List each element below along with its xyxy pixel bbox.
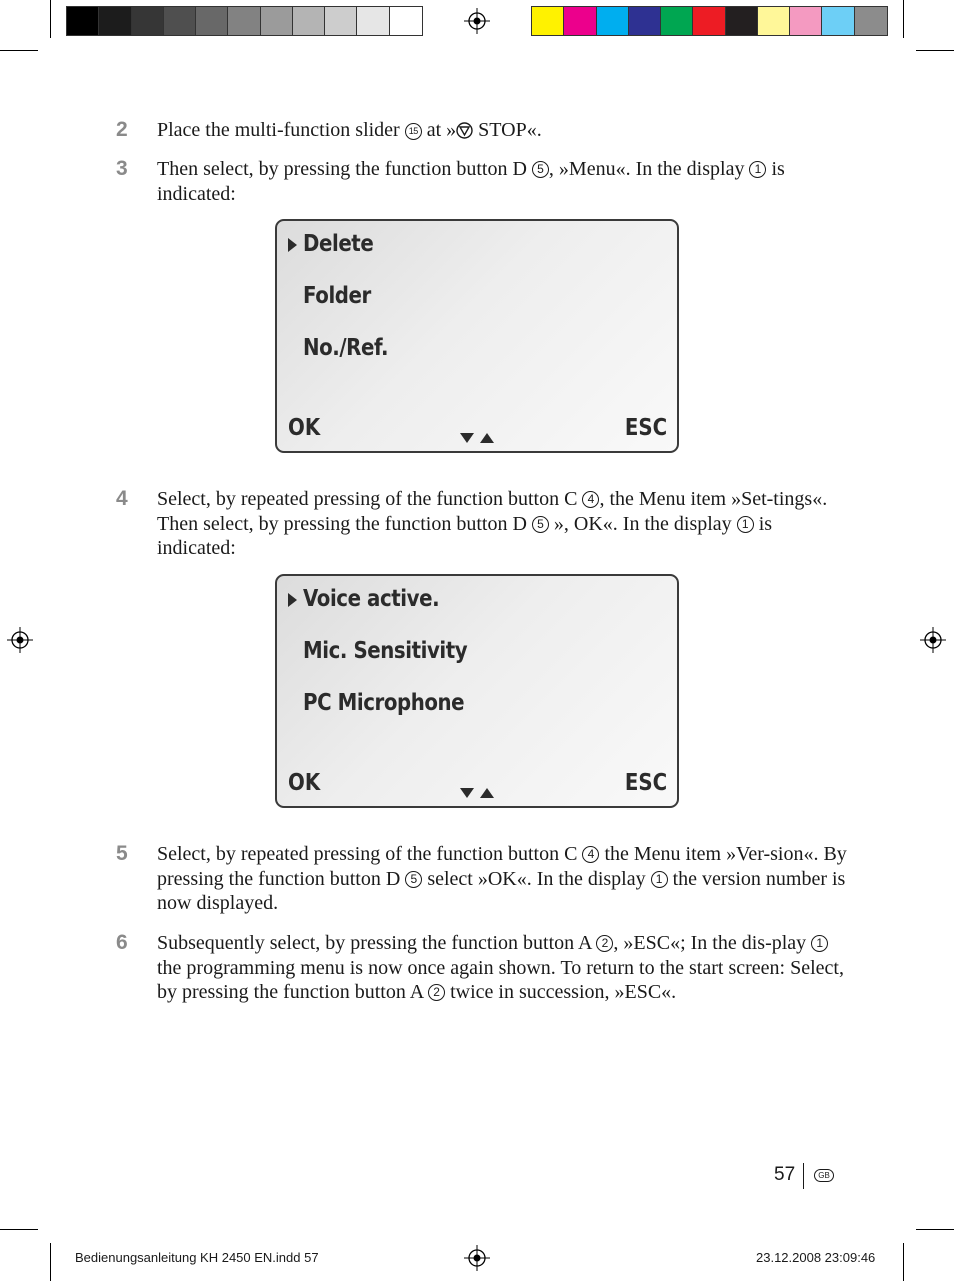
grayscale-swatch bbox=[132, 7, 164, 35]
process-color-swatch bbox=[822, 7, 854, 35]
registration-mark-icon bbox=[464, 1245, 490, 1271]
process-color-swatch bbox=[758, 7, 790, 35]
grayscale-swatch bbox=[357, 7, 389, 35]
page-number: 57 bbox=[774, 1164, 796, 1185]
step-number: 5 bbox=[116, 842, 128, 865]
reference-number-badge: 1 bbox=[651, 871, 668, 888]
menu-display bbox=[275, 219, 679, 453]
grayscale-color-bar bbox=[66, 6, 423, 36]
crop-mark-bottom-right-v bbox=[903, 1243, 904, 1281]
crop-mark-bottom-left-h bbox=[0, 1229, 38, 1230]
step-number: 2 bbox=[116, 118, 128, 141]
page-number-divider bbox=[803, 1163, 804, 1189]
scroll-up-icon bbox=[480, 788, 494, 798]
menu-item-voice-active: Voice active. bbox=[303, 586, 440, 612]
step-text: Select, by repeated pressing of the function button C 4 , the Menu item »Set-tings«. Then select, by pressing the function button D 5 », OK«. In the display 1 is indicated: bbox=[157, 488, 828, 559]
grayscale-swatch bbox=[228, 7, 260, 35]
reference-number-badge: 5 bbox=[405, 871, 422, 888]
step-number: 3 bbox=[116, 157, 128, 180]
menu-item-pc-microphone: PC Microphone bbox=[303, 690, 465, 716]
crop-mark-top-left-h bbox=[0, 50, 38, 51]
grayscale-swatch bbox=[293, 7, 325, 35]
process-color-swatch bbox=[532, 7, 564, 35]
step-text: Place the multi-function slider 15 at » STOP«. bbox=[157, 119, 542, 141]
process-color-swatch bbox=[564, 7, 596, 35]
grayscale-swatch bbox=[196, 7, 228, 35]
crop-mark-top-right-v bbox=[903, 0, 904, 38]
process-color-swatch bbox=[661, 7, 693, 35]
softkey-esc-label: ESC bbox=[624, 770, 667, 796]
process-color-swatch bbox=[597, 7, 629, 35]
registration-mark-icon bbox=[464, 8, 490, 34]
step-text: Then select, by pressing the function button D 5 , »Menu«. In the display 1 is indicated: bbox=[157, 158, 785, 205]
step-number: 6 bbox=[116, 931, 128, 954]
reference-number-badge: 4 bbox=[582, 846, 599, 863]
process-color-bar bbox=[531, 6, 888, 36]
reference-number-badge: 1 bbox=[811, 935, 828, 952]
scroll-down-icon bbox=[460, 433, 474, 443]
grayscale-swatch bbox=[390, 7, 422, 35]
reference-number-badge: 5 bbox=[532, 516, 549, 533]
grayscale-swatch bbox=[325, 7, 357, 35]
crop-mark-bottom-left-v bbox=[50, 1243, 51, 1281]
softkey-ok-label: OK bbox=[288, 770, 321, 796]
softkey-esc-label: ESC bbox=[624, 415, 667, 441]
grayscale-swatch bbox=[261, 7, 293, 35]
reference-number-badge: 2 bbox=[428, 984, 445, 1001]
print-slug-datetime: 23.12.2008 23:09:46 bbox=[756, 1250, 876, 1265]
step-text: Subsequently select, by pressing the function button A 2 , »ESC«; In the dis-play 1 the programming menu is now once again shown. To return to the start screen: Select, by pressing the function button A 2 twice in succession, »ESC«. bbox=[157, 932, 844, 1003]
scroll-up-icon bbox=[480, 433, 494, 443]
process-color-swatch bbox=[855, 7, 887, 35]
settings-display bbox=[275, 574, 679, 808]
reference-number-badge: 5 bbox=[532, 161, 549, 178]
print-slug-filename: Bedienungsanleitung KH 2450 EN.indd 57 bbox=[75, 1250, 319, 1265]
grayscale-swatch bbox=[164, 7, 196, 35]
process-color-swatch bbox=[693, 7, 725, 35]
process-color-swatch bbox=[726, 7, 758, 35]
step-number: 4 bbox=[116, 487, 128, 510]
menu-item-delete: Delete bbox=[303, 231, 374, 257]
registration-mark-icon bbox=[920, 627, 946, 653]
softkey-ok-label: OK bbox=[288, 415, 321, 441]
stop-icon bbox=[456, 122, 473, 139]
crop-mark-top-right-h bbox=[916, 50, 954, 51]
menu-item-mic-sensitivity: Mic. Sensitivity bbox=[303, 638, 468, 664]
menu-cursor-icon bbox=[288, 238, 297, 252]
grayscale-swatch bbox=[67, 7, 99, 35]
registration-mark-icon bbox=[7, 627, 33, 653]
reference-number-badge: 2 bbox=[596, 935, 613, 952]
reference-number-badge: 1 bbox=[737, 516, 754, 533]
crop-mark-top-left-v bbox=[50, 0, 51, 38]
grayscale-swatch bbox=[99, 7, 131, 35]
reference-number-badge: 4 bbox=[582, 491, 599, 508]
reference-number-badge: 1 bbox=[749, 161, 766, 178]
step-text: Select, by repeated pressing of the function button C 4 the Menu item »Ver-sion«. By pressing the function button D 5 select »OK«. In the display 1 the version number is now displayed. bbox=[157, 843, 847, 914]
process-color-swatch bbox=[629, 7, 661, 35]
reference-number-badge: 15 bbox=[405, 123, 422, 140]
scroll-down-icon bbox=[460, 788, 474, 798]
menu-item-number-reference: No./Ref. bbox=[303, 335, 389, 361]
menu-cursor-icon bbox=[288, 593, 297, 607]
menu-item-folder: Folder bbox=[303, 283, 371, 309]
process-color-swatch bbox=[790, 7, 822, 35]
language-badge: GB bbox=[814, 1169, 834, 1182]
crop-mark-bottom-right-h bbox=[916, 1229, 954, 1230]
